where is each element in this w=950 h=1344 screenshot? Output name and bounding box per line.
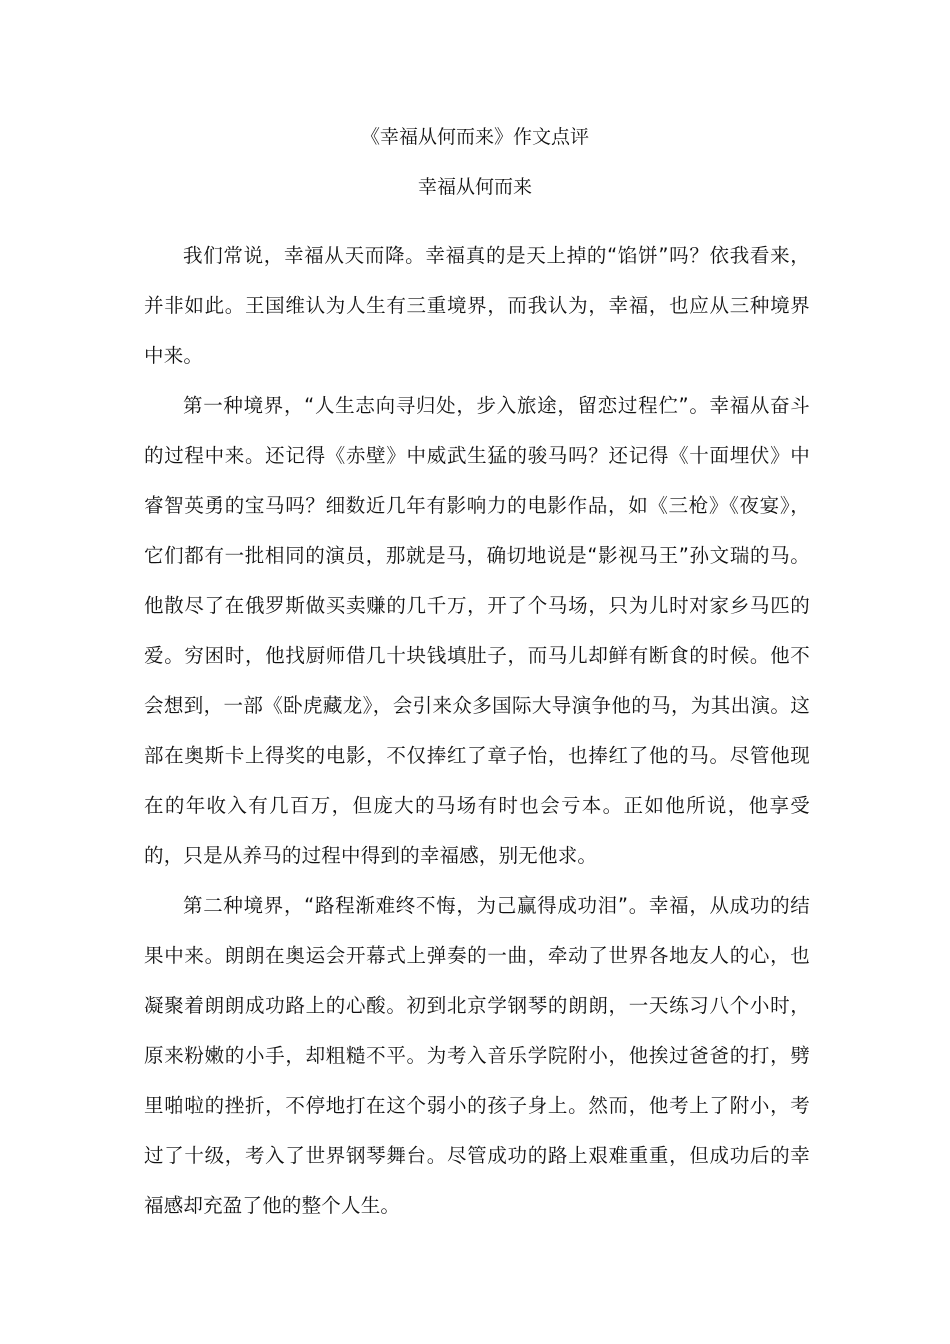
paragraph-intro: 我们常说，幸福从天而降。幸福真的是天上掉的“馅饼”吗？依我看来，并非如此。王国维认为人生有三重境界，而我认为，幸福，也应从三种境界中来。 bbox=[144, 244, 810, 367]
document-title: 《幸福从何而来》作文点评 bbox=[360, 126, 589, 148]
paragraph-first-realm: 第一种境界，“人生志向寻归处，步入旅途，留恋过程伫”。幸福从奋斗的过程中来。还记得《赤壁》中威武生猛的骏马吗？还记得《十面埋伏》中睿智英勇的宝马吗？细数近几年有影响力的电影作品，如《三枪》《夜宴》，它们都有一批相同的演员，那就是马，确切地说是“影视马王”孙文瑞的马。他散尽了在俄罗斯做买卖赚的几千万，开了个马场，只为儿时对家乡马匹的爱。穷困时，他找厨师借几十块钱填肚子，而马儿却鲜有断食的时候。他不会想到，一部《卧虎藏龙》，会引来众多国际大导演争他的马，为其出演。这部在奥斯卡上得奖的电影，不仅捧红了章子怡，也捧红了他的马。尽管他现在的年收入有几百万，但庞大的马场有时也会亏本。正如他所说，他享受的，只是从养马的过程中得到的幸福感，别无他求。 bbox=[144, 394, 810, 867]
essay-title: 幸福从何而来 bbox=[417, 176, 532, 198]
paragraph-second-realm: 第二种境界，“路程渐难终不悔，为己赢得成功泪”。幸福，从成功的结果中来。朗朗在奥运会开幕式上弹奏的一曲，牵动了世界各地友人的心，也凝聚着朗朗成功路上的心酸。初到北京学钢琴的朗朗，一天练习八个小时，原来粉嫩的小手，却粗糙不平。为考入音乐学院附小，他挨过爸爸的打，劈里啪啦的挫折，不停地打在这个弱小的孩子身上。然而，他考上了附小，考过了十级，考入了世界钢琴舞台。尽管成功的路上艰难重重，但成功后的幸福感却充盈了他的整个人生。 bbox=[144, 894, 810, 1217]
essay-body bbox=[144, 231, 810, 1231]
